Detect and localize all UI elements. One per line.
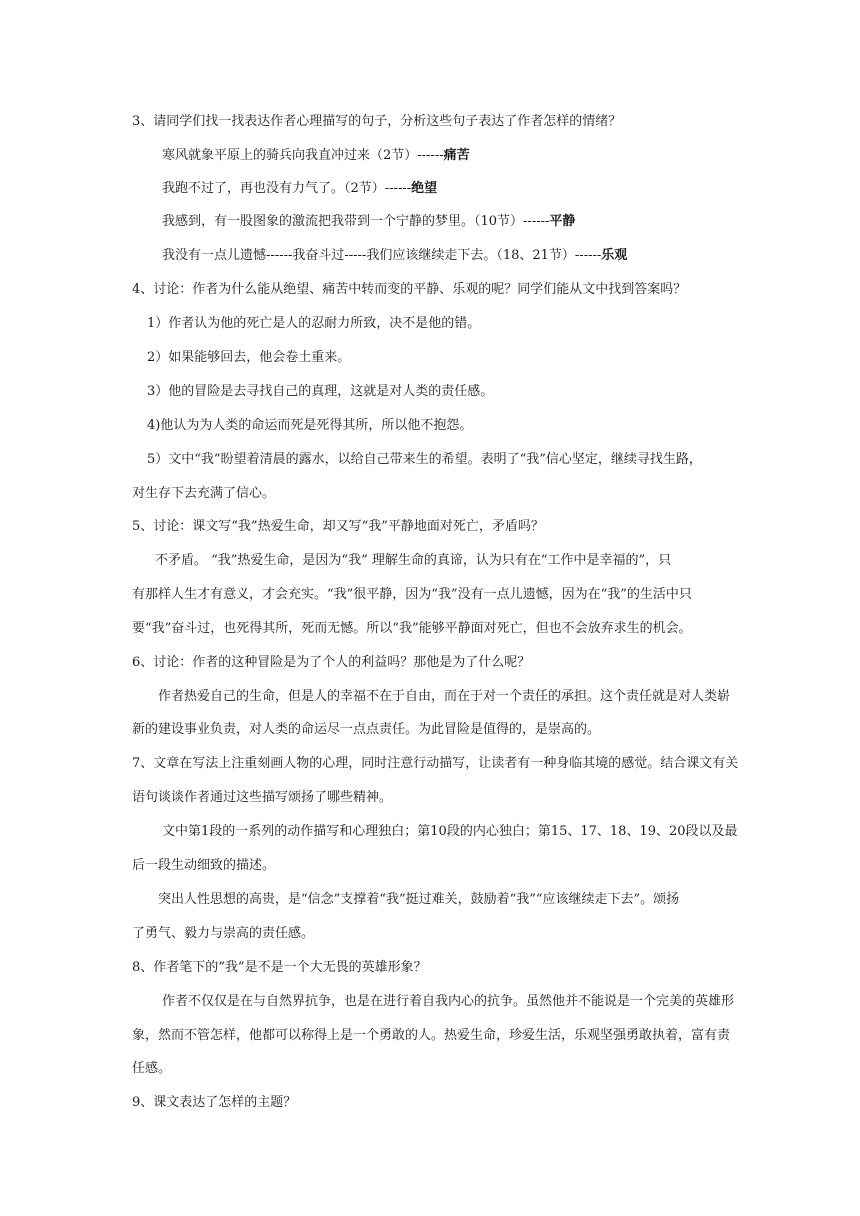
q3-item-3-emotion: 平静	[549, 214, 576, 229]
q7-para-2-line-2: 了勇气、毅力与崇高的责任感。	[132, 926, 315, 941]
q7-title-line-1: 7、文章在写法上注重刻画人物的心理，同时注意行动描写，让读者有一种身临其境的感觉。结合课文有关	[132, 756, 739, 771]
q5-line-2: 有那样人生才有意义，才会充实。“我”很平静，因为“我”没有一点儿遗憾，因为在“我”的生活中只	[132, 587, 692, 602]
q8-line-2: 象，然而不管怎样，他都可以称得上是一个勇敢的人。热爱生命，珍爱生活，乐观坚强勇敢执着，富有责	[132, 1028, 731, 1043]
q6-line-2: 新的建设事业负责，对人类的命运尽一点点责任。为此冒险是值得的，是崇高的。	[132, 722, 601, 737]
q3-item-1: 寒风就象平原上的骑兵向我直冲过来（2节）------痛苦	[162, 148, 470, 163]
q8-line-3: 任感。	[132, 1061, 172, 1076]
q7-title-line-2: 语句谈谈作者通过这些描写颂扬了哪些精神。	[132, 790, 393, 805]
q9-title: 9、课文表达了怎样的主题？	[132, 1095, 297, 1110]
q3-item-1-emotion: 痛苦	[443, 148, 470, 163]
q3-item-2-emotion: 绝望	[411, 181, 438, 196]
q4-answer-1: 1）作者认为他的死亡是人的忍耐力所致，决不是他的错。	[147, 316, 481, 331]
q5-line-1: 不矛盾。 “我”热爱生命，是因为“我” 理解生命的真谛，认为只有在“工作中是幸福的”，只	[155, 553, 672, 568]
q6-title: 6、讨论：作者的这种冒险是为了个人的利益吗？那他是为了什么呢？	[132, 655, 531, 670]
q8-title: 8、作者笔下的“我”是不是一个大无畏的英雄形象？	[132, 960, 427, 975]
q3-item-4-emotion: 乐观	[601, 248, 628, 263]
q3-item-4: 我没有一点儿遗憾------我奋斗过-----我们应该继续走下去。（18、21节）------乐观	[162, 248, 628, 263]
q7-para-2-line-1: 突出人性思想的高贵，是“信念”支撑着“我”挺过难关，鼓励着“我”“应该继续走下去”。颂扬	[158, 892, 680, 907]
q4-answer-2: 2）如果能够回去，他会卷土重来。	[147, 350, 351, 365]
q4-answer-3: 3）他的冒险是去寻找自己的真理，这就是对人类的责任感。	[147, 384, 494, 399]
q3-item-3: 我感到，有一股图象的激流把我带到一个宁静的梦里。（10节）------平静	[162, 214, 576, 229]
q7-para-1-line-1: 文中第1段的一系列的动作描写和心理独白；第10段的内心独白；第15、17、18、19、20段以及最	[162, 824, 738, 839]
q5-line-3: 要“我”奋斗过，也死得其所，死而无憾。所以“我”能够平静面对死亡，但也不会放弃求生的机会。	[132, 621, 692, 636]
q8-line-1: 作者不仅仅是在与自然界抗争，也是在进行着自我内心的抗争。虽然他并不能说是一个完美的英雄形	[162, 994, 735, 1009]
q7-para-1-line-2: 后一段生动细致的描述。	[132, 858, 276, 873]
q5-title: 5、讨论：课文写“我”热爱生命，却又写“我”平静地面对死亡，矛盾吗？	[132, 519, 544, 534]
q3-title: 3、请同学们找一找表达作者心理描写的句子，分析这些句子表达了作者怎样的情绪？	[132, 114, 622, 129]
q3-item-2: 我跑不过了，再也没有力气了。（2节）------绝望	[162, 181, 438, 196]
q4-title: 4、讨论：作者为什么能从绝望、痛苦中转而变的平静、乐观的呢？同学们能从文中找到答案吗？	[132, 282, 687, 297]
q4-answer-5-line-1: 5）文中“我”盼望着清晨的露水，以给自己带来生的希望。表明了“我”信心坚定，继续寻找生路，	[147, 452, 702, 467]
q6-line-1: 作者热爱自己的生命，但是人的幸福不在于自由，而在于对一个责任的承担。这个责任就是对人类崭	[158, 689, 731, 704]
q4-answer-5-line-2: 对生存下去充满了信心。	[132, 486, 276, 501]
q4-answer-4: 4)他认为为人类的命运而死是死得其所，所以他不抱怨。	[147, 418, 473, 433]
